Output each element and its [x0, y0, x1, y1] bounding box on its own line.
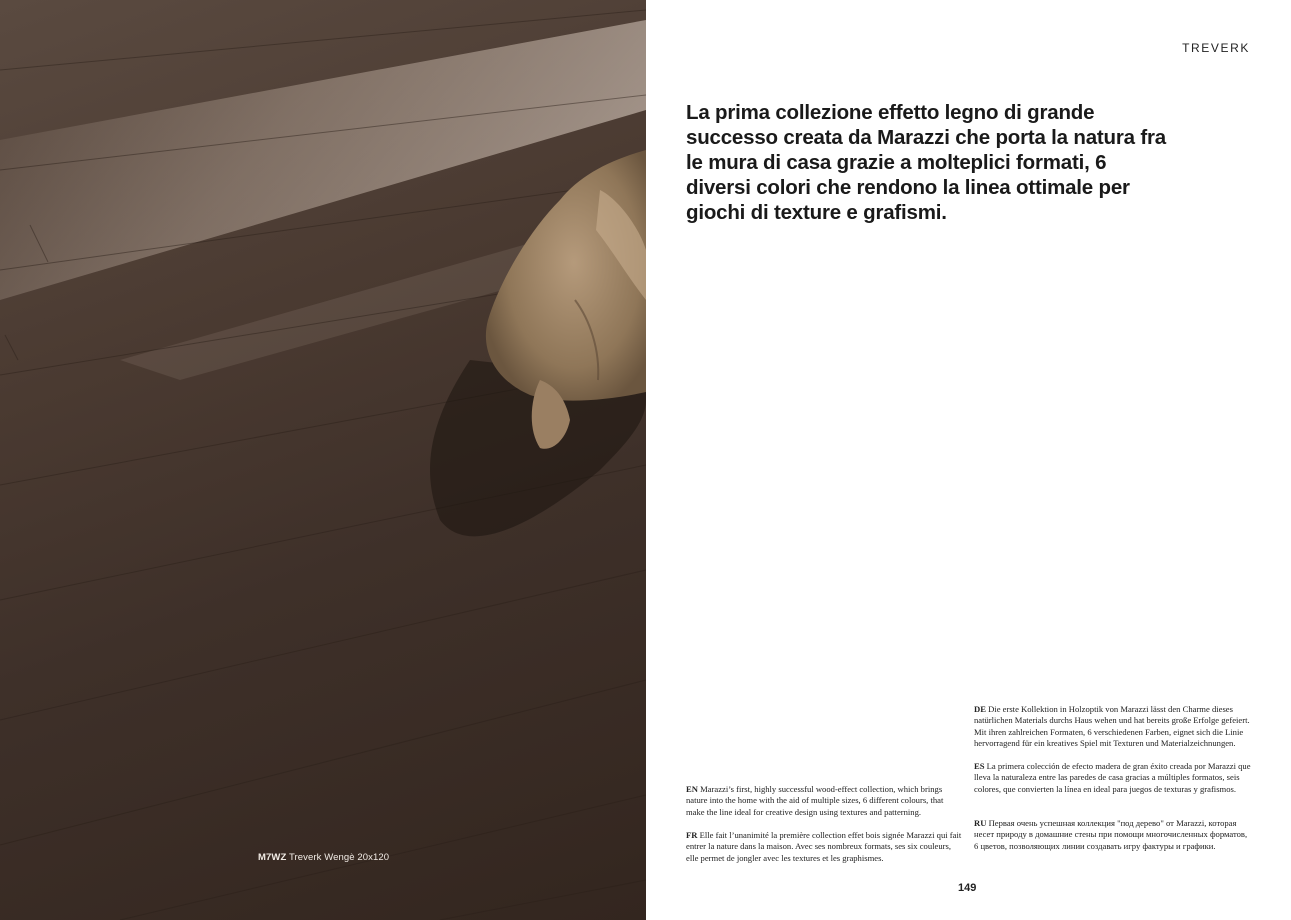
lang-code-en: EN	[686, 784, 698, 794]
lang-code-es: ES	[974, 761, 985, 771]
text-de-body: Die erste Kollektion in Holzoptik von Marazzi lässt den Charme dieses natürlichen Materials durchs Haus wehen und hat bereits große Erfolge gefeiert. Mit ihren zahlreichen Formaten, 6 verschiedenen Farben, eignet sich die Linie hervorragend für ein kreatives Spiel mit Texturen und Materialzeichnungen.	[974, 704, 1250, 749]
product-description: Treverk Wengè 20x120	[286, 852, 390, 863]
collection-name: TREVERK	[1182, 41, 1250, 55]
page-number: 149	[958, 882, 977, 894]
text-en	[686, 784, 962, 818]
lang-code-fr: FR	[686, 830, 698, 840]
text-ru-body: Первая очень успешная коллекция "под дерево" от Marazzi, которая несет природу в домашние стены при помощи многочисленных форматов, 6 цветов, позволяющих линии создавать игру фактуры и графики.	[974, 818, 1248, 851]
lang-code-de: DE	[974, 704, 986, 714]
text-fr	[686, 830, 962, 864]
text-en-body: Marazzi’s first, highly successful wood-effect collection, which brings nature into the home with the aid of multiple sizes, 6 different colours, that make the line ideal for creative design using textures and patterning.	[686, 784, 944, 817]
text-es	[974, 761, 1252, 795]
lang-code-ru: RU	[974, 818, 987, 828]
headline: La prima collezione effetto legno di grande successo creata da Marazzi che porta la natura fra le mura di casa grazie a molteplici formati, 6 diversi colori che rendono la linea ottimale per giochi di texture e grafismi.	[686, 101, 1166, 224]
text-ru	[974, 818, 1252, 852]
text-fr-body: Elle fait l’unanimité la première collection effet bois signée Marazzi qui fait entrer la nature dans la maison. Avec ses nombreux formats, ses six couleurs, elle permet de jongler avec les textures et les graphismes.	[686, 830, 962, 863]
product-code: M7WZ	[258, 852, 287, 863]
text-de	[974, 704, 1252, 750]
photo-caption	[258, 852, 389, 863]
text-es-body: La primera colección de efecto madera de gran éxito creada por Marazzi que lleva la naturaleza entre las paredes de casa gracias a múltiples formatos, seis colores, que convierten la línea en ideal para juegos de texturas y grafismos.	[974, 761, 1251, 794]
